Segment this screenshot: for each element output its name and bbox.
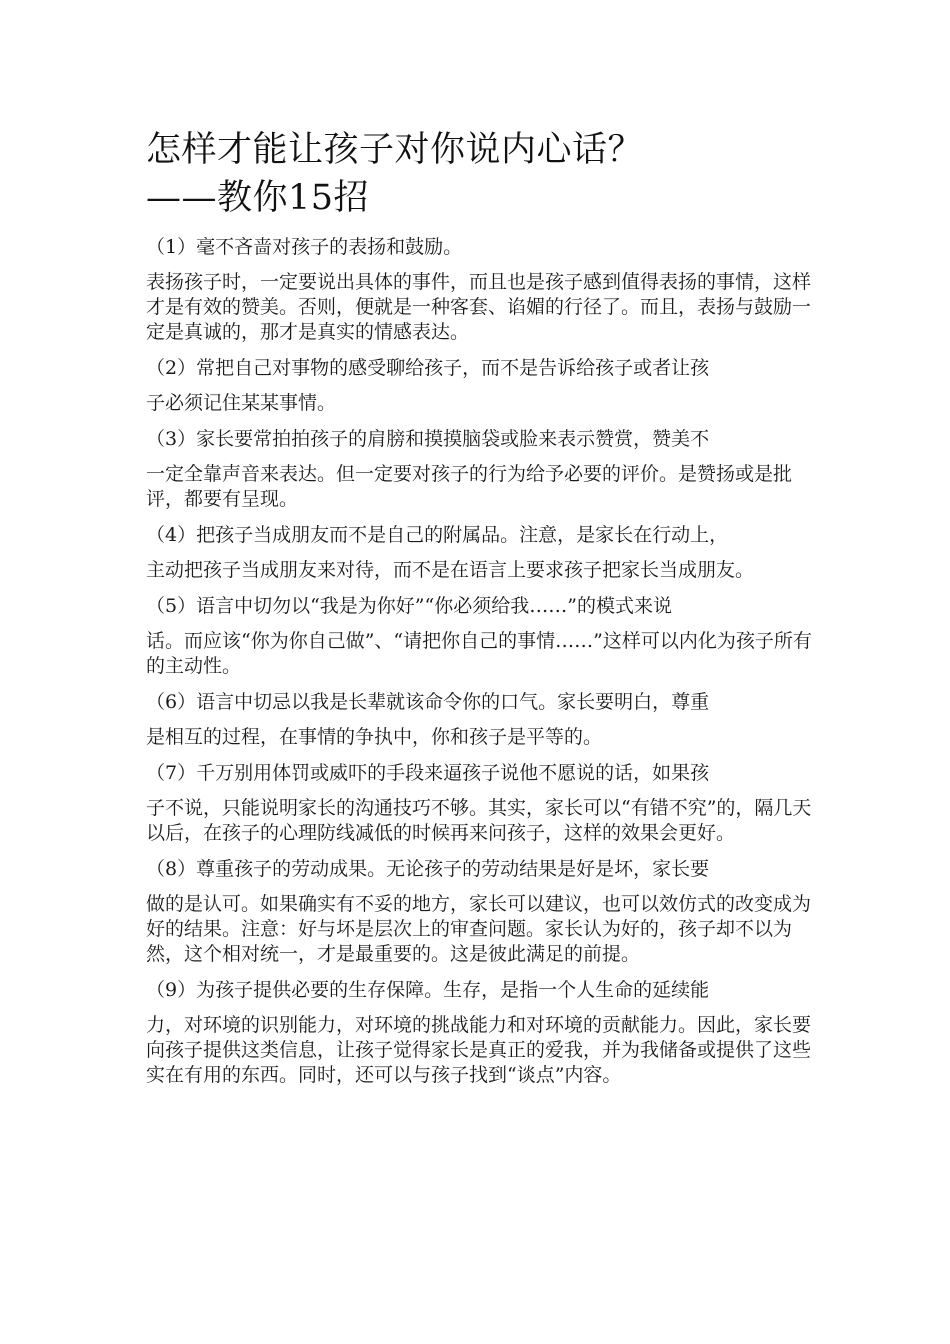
item-4-body: 主动把孩子当成朋友来对待，而不是在语言上要求孩子把家长当成朋友。 — [146, 559, 755, 581]
title-main: 怎样才能让孩子对你说内心话？ — [146, 130, 644, 170]
article-body — [146, 235, 818, 1088]
item-6-body: 是相互的过程，在事情的争执中，你和孩子是平等的。 — [146, 726, 603, 748]
item-9-lead: （9）为孩子提供必要的生存保障。生存，是指一个人生命的延续能 — [146, 979, 710, 1001]
item-2-lead: （2）常把自己对事物的感受聊给孩子，而不是告诉给孩子或者让孩 — [146, 357, 710, 379]
item-7-body: 子不说，只能说明家长的沟通技巧不够。其实，家长可以“有错不究”的，隔几天以后，在孩子的心理防线减低的时候再来问孩子，这样的效果会更好。 — [146, 797, 812, 844]
item-3-body: 一定全靠声音来表达。但一定要对孩子的行为给予必要的评价。是赞扬或是批评，都要有呈现。 — [146, 463, 793, 510]
item-6-lead: （6）语言中切忌以我是长辈就该命令你的口气。家长要明白，尊重 — [146, 691, 710, 713]
document-title — [146, 126, 643, 222]
item-1-body: 表扬孩子时，一定要说出具体的事件，而且也是孩子感到值得表扬的事情，这样才是有效的赞美。否则，便就是一种客套、谄媚的行径了。而且，表扬与鼓励一定是真诚的，那才是真实的情感表达。 — [146, 271, 812, 343]
title-subtitle: ——教你15招 — [146, 178, 370, 218]
item-4-lead: （4）把孩子当成朋友而不是自己的附属品。注意，是家长在行动上， — [146, 524, 729, 546]
item-3-lead: （3）家长要常拍拍孩子的肩膀和摸摸脑袋或脸来表示赞赏，赞美不 — [146, 428, 710, 450]
item-8-lead: （8）尊重孩子的劳动成果。无论孩子的劳动结果是好是坏，家长要 — [146, 858, 710, 880]
item-5-lead: （5）语言中切勿以“我是为你好”“你必须给我……”的模式来说 — [146, 595, 672, 617]
item-5-body: 话。而应该“你为你自己做”、“请把你自己的事情……”这样可以内化为孩子所有的主动性。 — [146, 630, 812, 677]
item-7-lead: （7）千万别用体罚或威吓的手段来逼孩子说他不愿说的话，如果孩 — [146, 762, 710, 784]
item-2-body: 子必须记住某某事情。 — [146, 392, 337, 414]
item-8-body: 做的是认可。如果确实有不妥的地方，家长可以建议，也可以效仿式的改变成为好的结果。注意：好与坏是层次上的审查问题。家长认为好的，孩子却不以为然，这个相对统一，才是最重要的。这是彼此满足的前提。 — [146, 893, 812, 965]
item-9-body: 力，对环境的识别能力，对环境的挑战能力和对环境的贡献能力。因此，家长要向孩子提供这类信息，让孩子觉得家长是真正的爱我，并为我储备或提供了这些实在有用的东西。同时，还可以与孩子找到“谈点”内容。 — [146, 1014, 812, 1086]
item-1-lead: （1）毫不吝啬对孩子的表扬和鼓励。 — [146, 236, 463, 258]
